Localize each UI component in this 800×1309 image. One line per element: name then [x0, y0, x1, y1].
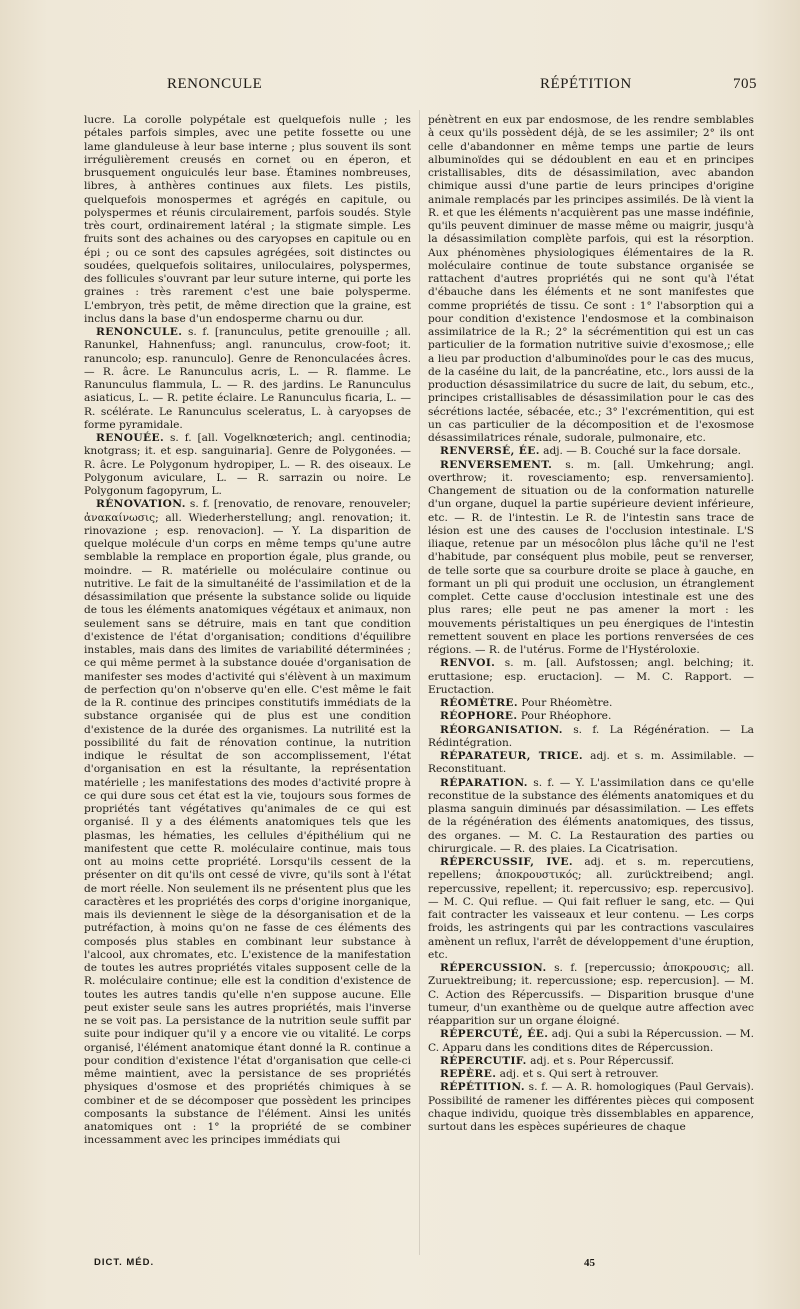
entry-headword: RENVOI.	[440, 657, 496, 670]
entry-headword: REPÈRE.	[440, 1068, 497, 1080]
entry-definition: adj. — B. Couché sur la face dorsale.	[539, 445, 742, 458]
header-left-word: RENONCULE	[167, 76, 263, 92]
dictionary-entry	[428, 856, 754, 962]
signature-mark: DICT. MÉD.	[94, 1257, 155, 1268]
entry-headword: RÉPERCUSSION.	[440, 962, 547, 974]
dictionary-entry	[428, 1055, 754, 1068]
entry-definition: s. m. [all. Umkehrung; angl. overthrow; it. rovesciamento; esp. renversamiento]. Changement de situation ou de la conformation naturelle d'un organe, duquel la partie supérieure devient inférieure, etc. — R. de l'intestin. Le R. de l'intestin sans trace de lésion est une des causes de l'occlusion intestinale. L'S iliaque, retenue par un mésocôlon plus lâche qu'il ne l'est d'habitude, par conséquent plus mobile, peut se renverser, de telle sorte que sa courbure droite se place à gauche, en formant un pli qui produit une occlusion, un étranglement complet. Cette cause d'occlusion intestinale est une des plus rares; elle peut ne pas amener la mort : les mouvements péristaltiques un peu énergiques de l'intestin remettent souvent en place les portions renversées de ces régions. — R. de l'utérus. Forme de l'Hystéroloxie.	[428, 458, 754, 656]
dictionary-entry	[428, 1028, 754, 1055]
dictionary-entry	[428, 750, 754, 777]
dictionary-entry	[84, 498, 411, 1147]
dictionary-entry	[428, 1081, 754, 1134]
dictionary-entry	[428, 459, 754, 658]
entry-definition: s. f. [ranunculus, petite grenouille ; all. Ranunkel, Hahnenfuss; angl. ranunculus, crow-foot; it. ranuncolo; esp. ranunculo]. Genre de Renonculacées âcres. — R. âcre. Le Ranunculus acris, L. — R. flamme. Le Ranunculus flammula, L. — R. des jardins. Le Ranunculus asiaticus, L. — R. petite éclaire. Le Ranunculus ficaria, L. — R. scélérate. Le Ranunculus sceleratus, L. à caryopses de forme pyramidale.	[84, 326, 411, 431]
entry-headword: RÉPARATION.	[440, 776, 528, 789]
entry-definition: adj. Qui a subi la Répercussion. — M. C. Apparu dans les conditions dites de Répercussion.	[428, 1028, 754, 1054]
dictionary-entry	[428, 697, 754, 710]
column-divider	[419, 110, 420, 1255]
entry-definition: s. f. [repercussio; ἀποκρουσις; all. Zuruektreibung; it. repercussione; esp. repercusion]. — M. C. Action des Répercussifs. — Disparition brusque d'une tumeur, d'un exanthème ou de quelque autre affection avec réapparition sur un organe éloigné.	[428, 962, 754, 1027]
entry-headword: RÉPERCUSSIF, IVE.	[440, 856, 573, 868]
entry-headword: RÉPERCUTÉ, ÉE.	[440, 1028, 549, 1041]
entry-definition: adj. et s. m. repercutiens, repellens; ἀποκρουστικός; all. zurücktreibend; angl. repercussive, repellent; it. repercussivo; esp. repercusivo]. — M. C. Qui reflue. — Qui fait refluer le sang, etc. — Qui fait contracter les vaisseaux et leur contenu. — Les corps froids, les astringents qui par les contractions vasculaires amènent un reflux, l'arrêt de développement d'une éruption, etc.	[428, 856, 754, 961]
dictionary-entry	[84, 432, 411, 498]
continued-paragraph: lucre. La corolle polypétale est quelquefois nulle ; les pétales parfois simples, avec une petite fossette ou une lame glanduleuse à leur base interne ; plus souvent ils sont irrégulièrement creusés en cornet ou en éperon, et brusquement onguiculés leur base. Étamines nombreuses, libres, à anthères continues aux filets. Les pistils, quelquefois monospermes et agrégés en capitule, ou polyspermes et réunis circulairement, parfois soudés. Style très court, ordinairement latéral ; la stigmate simple. Les fruits sont des achaines ou des caryopses en capitule ou en épi ; ou ce sont des capsules agrégées, soit distinctes ou soudées, quelquefois solitaires, uniloculaires, polyspermes, des follicules s'ouvrant par leur suture interne, qui porte les graines : très rarement c'est une baie polysperme. L'embryon, très petit, de même direction que la graine, est inclus dans la base d'un endosperme charnu ou dur.	[84, 114, 411, 325]
entry-headword: RÉPÉTITION.	[440, 1081, 525, 1094]
entry-definition: adj. et s. Pour Répercussif.	[526, 1054, 674, 1067]
entry-headword: RÉOMÈTRE.	[440, 697, 518, 709]
dictionary-entry	[428, 445, 754, 458]
entry-definition: s. f. [all. Vogelknœterich; angl. centinodia; knotgrass; it. et esp. sanguinaria]. Genre de Polygonées. — R. âcre. Le Polygonum hydropiper, L. — R. des oiseaux. Le Polygonum aviculare, L. — R. sarrazin ou noire. Le Polygonum fagopyrum, L.	[84, 432, 411, 497]
entry-headword: RENONCULE.	[96, 326, 183, 338]
left-column	[84, 114, 411, 1148]
sheet-number: 45	[584, 1257, 595, 1269]
entry-definition: s. f. — A. R. homologiques (Paul Gervais). Possibilité de ramener les différentes pièces qui composent chaque individu, quoique très dissemblables en apparence, surtout dans les espèces supérieures de chaque	[428, 1081, 754, 1133]
dictionary-entry	[428, 710, 754, 723]
dictionary-entry	[428, 657, 754, 697]
entry-headword: RÉNOVATION.	[96, 498, 186, 511]
dictionary-entry	[428, 962, 754, 1028]
entry-headword: RENVERSÉ, ÉE.	[440, 445, 540, 458]
header-right-word: RÉPÉTITION	[540, 76, 632, 92]
entry-headword: RÉOPHORE.	[440, 710, 518, 723]
entry-headword: RENVERSEMENT.	[440, 458, 553, 471]
running-head	[0, 76, 800, 100]
dictionary-entry	[428, 1068, 754, 1081]
continued-paragraph: pénètrent en eux par endosmose, de les rendre semblables à ceux qu'ils possèdent déjà, de se les assimiler; 2° ils ont celle d'abandonner en même temps une partie de leurs albuminoïdes qui se dédoublent en eau et en principes cristallisables, dits de désassimilation, avec abandon chimique aussi d'une partie de leurs principes d'origine animale remplacés par les principes assimilés. De là vient la R. et que les éléments n'acquièrent pas une masse indéfinie, qu'ils peuvent diminuer de masse même ou maigrir, jusqu'à la désassimilation complète parfois, qui est la résorption. Aux phénomènes physiologiques élémentaires de la R. moléculaire continue de toute substance organisée se rattachent d'autres propriétés qui ne sont qu'à l'état d'ébauche dans les éléments et ne sont manifestes que comme propriétés de tissu. Ce sont : 1° l'absorption qui a pour condition d'existence l'endosmose et la combinaison assimilatrice de la R.; 2° la sécrémentition qui est un cas particulier de la formation nutritive suivie d'exosmose,; elle a lieu par production d'albuminoïdes pour le cas des mucus, de la caséine du lait, de la pancréatine, etc., lors aussi de la production désassimilatrice du sucre de lait, du sebum, etc., principes cristallisables de désassimilation pour le cas des sécrétions lactée, sébacée, etc.; 3° l'excrémentition, qui est un cas particulier de la décomposition et de l'exosmose désassimilatrices rénale, sudorale, pulmonaire, etc.	[428, 114, 754, 444]
entry-headword: RÉORGANISATION.	[440, 723, 563, 736]
entry-definition: s. f. La Régénération. — La Rédintégration.	[428, 723, 754, 749]
dictionary-entry	[428, 724, 754, 751]
dictionary-entry	[428, 777, 754, 857]
entry-headword: RÉPARATEUR, TRICE.	[440, 750, 583, 762]
dictionary-entry	[84, 326, 411, 432]
entry-headword: RENOUÉE.	[96, 432, 165, 444]
right-column	[428, 114, 754, 1134]
page-number: 705	[733, 76, 757, 92]
entry-definition: adj. et s. Qui sert à retrouver.	[496, 1068, 659, 1080]
entry-definition: s. m. [all. Aufstossen; angl. belching; it. eruttasione; esp. eructacion]. — M. C. Rapport. — Eructaction.	[428, 657, 754, 696]
entry-definition: Pour Rhéomètre.	[517, 697, 613, 709]
entry-headword: RÉPERCUTIF.	[440, 1054, 527, 1067]
entry-definition: s. f. — Y. L'assimilation dans ce qu'elle reconstitue de la substance des éléments anatomiques et du plasma sanguin diminués par désassimilation. — Les effets de la régénération des éléments anatomiques, des tissus, des organes. — M. C. La Restauration des parties ou chirurgicale. — R. des plaies. La Cicatrisation.	[428, 776, 754, 855]
entry-definition: Pour Rhéophore.	[517, 710, 612, 723]
entry-definition: s. f. [renovatio, de renovare, renouveler; ἀνακαίνωσις; all. Wiederherstellung; angl. renovation; it. rinovazione ; esp. renovacion]. — Y. La disparition de quelque molécule d'un corps en même temps qu'une autre semblable la remplace en proportion égale, plus grande, ou moindre. — R. matérielle ou moléculaire continue ou nutritive. Le fait de la simultanéité de l'assimilation et de la désassimilation que présente la substance solide ou liquide de tous les éléments anatomiques végétaux et animaux, non seulement sans se détruire, mais en tant que condition d'existence de l'état d'organisation; conditions d'équilibre instables, mais dans des limites de variabilité déterminées ; ce qui même permet à la substance douée d'organisation de manifester ses modes d'activité qui s'élèvent à un maximum de perfection qu'on n'observe qu'en elle. C'est même le fait de la R. continue des principes constitutifs immédiats de la substance organisée qui de plus est une condition d'existence de la durée des organismes. La nutrilité est la possibilité du fait de rénovation continue, la nutrition indique le résultat de son accomplissement, l'état d'organisation en est la résultante, la représentation matérielle ; les manifestations des modes d'activité propre à ce qui dure sous cet état est la vie, toujours sous formes de propriétés tant végétatives qu'animales de ce qui est organisé. Il y a des éléments anatomiques tels que les plasmas, les hématies, les cellules d'épithélium qui ne manifestent que cette R. moléculaire continue, mais tous ont au moins cette propriété. Lorsqu'ils cessent de la présenter on dit qu'ils ont cessé de vivre, qu'ils sont à l'état de mort réelle. Non seulement ils ne présentent plus que les caractères et les propriétés des corps d'origine inorganique, mais ils deviennent le siège de la désorganisation et de la putréfaction, à moins qu'on ne fasse de ces éléments des composés plus stables en combinant leur substance à l'alcool, aux chromates, etc. L'existence de la manifestation de toutes les autres propriétés vitales supposent celle de la R. moléculaire continue; elle est la condition d'existence de toutes les autres tandis qu'elle n'en suppose aucune. Elle peut exister seule sans les autres propriétés, mais l'inverse ne se voit pas. La persistance de la nutrition seule suffit par suite pour indiquer qu'il y a encore vie ou vitalité. Le corps organisé, l'élément anatomique étant donné la R. continue a pour condition d'existence l'état d'organisation que celle-ci même maintient, avec la persistance de ses propriétés physiques d'osmose et des propriétés chimiques à se combiner et de se décomposer que possèdent les principes composants la substance de l'élément. Ainsi les unités anatomiques ont : 1° la propriété de se combiner incessamment avec les principes immédiats qui	[84, 498, 411, 1147]
entry-definition: adj. et s. m. Assimilable. — Reconstituant.	[428, 750, 754, 776]
